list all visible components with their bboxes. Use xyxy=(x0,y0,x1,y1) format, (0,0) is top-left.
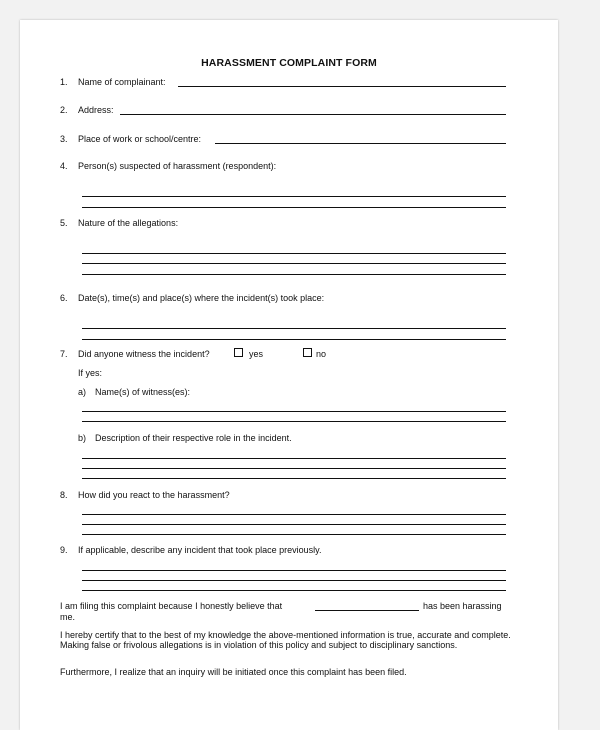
q8-answer-line[interactable] xyxy=(82,514,506,515)
q1-label: Name of complainant: xyxy=(78,77,166,87)
q8-number: 8. xyxy=(60,490,68,500)
statement-text-part2: has been harassing xyxy=(423,601,502,611)
q7-number: 7. xyxy=(60,349,68,359)
form-title: HARASSMENT COMPLAINT FORM xyxy=(201,57,377,69)
q8-answer-line[interactable] xyxy=(82,534,506,535)
q8-label: How did you react to the harassment? xyxy=(78,490,230,500)
q7a-answer-line[interactable] xyxy=(82,421,506,422)
q7-yes-label: yes xyxy=(249,349,264,359)
q5-answer-line[interactable] xyxy=(82,274,506,275)
q7-if-yes-label: If yes: xyxy=(78,368,103,378)
q7-label: Did anyone witness the incident? xyxy=(78,349,210,359)
q5-answer-line[interactable] xyxy=(82,253,506,254)
q6-answer-line[interactable] xyxy=(82,328,506,329)
q5-answer-line[interactable] xyxy=(82,263,506,264)
q3-answer-line[interactable] xyxy=(215,143,506,144)
q9-answer-line[interactable] xyxy=(82,570,506,571)
q9-answer-line[interactable] xyxy=(82,590,506,591)
q1-number: 1. xyxy=(60,77,68,87)
q7-yes-checkbox[interactable] xyxy=(234,348,243,357)
q7-no-label: no xyxy=(316,349,327,359)
q3-number: 3. xyxy=(60,134,68,144)
q6-answer-line[interactable] xyxy=(82,339,506,340)
q5-number: 5. xyxy=(60,218,68,228)
q8-answer-line[interactable] xyxy=(82,524,506,525)
q7-no-checkbox[interactable] xyxy=(303,348,312,357)
q7b-answer-line[interactable] xyxy=(82,468,506,469)
q9-answer-line[interactable] xyxy=(82,580,506,581)
q4-label: Person(s) suspected of harassment (respondent): xyxy=(78,161,277,171)
q5-label: Nature of the allegations: xyxy=(78,218,179,228)
q9-label: If applicable, describe any incident that took place previously. xyxy=(78,545,322,555)
q2-number: 2. xyxy=(60,105,68,115)
q6-number: 6. xyxy=(60,293,68,303)
q4-answer-line[interactable] xyxy=(82,196,506,197)
certification-paragraph: I hereby certify that to the best of my knowledge the above-mentioned information is true, accurate and complete. Making false or frivolous allegations is in violation of this policy and subject to disciplinary sanctions. xyxy=(60,630,511,650)
q7b-answer-line[interactable] xyxy=(82,478,506,479)
statement-text-part1: I am filing this complaint because I honestly believe that xyxy=(60,601,283,611)
q1-answer-line[interactable] xyxy=(178,86,506,87)
form-page xyxy=(20,20,558,730)
q4-number: 4. xyxy=(60,161,68,171)
q7b-number: b) xyxy=(78,433,87,443)
q7b-answer-line[interactable] xyxy=(82,458,506,459)
q7a-answer-line[interactable] xyxy=(82,411,506,412)
q9-number: 9. xyxy=(60,545,68,555)
q6-label: Date(s), time(s) and place(s) where the incident(s) took place: xyxy=(78,293,325,303)
q2-answer-line[interactable] xyxy=(120,114,506,115)
statement-text-part3: me. xyxy=(60,612,76,622)
respondent-name-line[interactable] xyxy=(315,610,419,611)
q2-label: Address: xyxy=(78,105,114,115)
q3-label: Place of work or school/centre: xyxy=(78,134,202,144)
q4-answer-line[interactable] xyxy=(82,207,506,208)
q7a-label: Name(s) of witness(es): xyxy=(95,387,191,397)
q7b-label: Description of their respective role in the incident. xyxy=(95,433,292,443)
inquiry-notice: Furthermore, I realize that an inquiry will be initiated once this complaint has been filed. xyxy=(60,667,407,677)
q7a-number: a) xyxy=(78,387,87,397)
